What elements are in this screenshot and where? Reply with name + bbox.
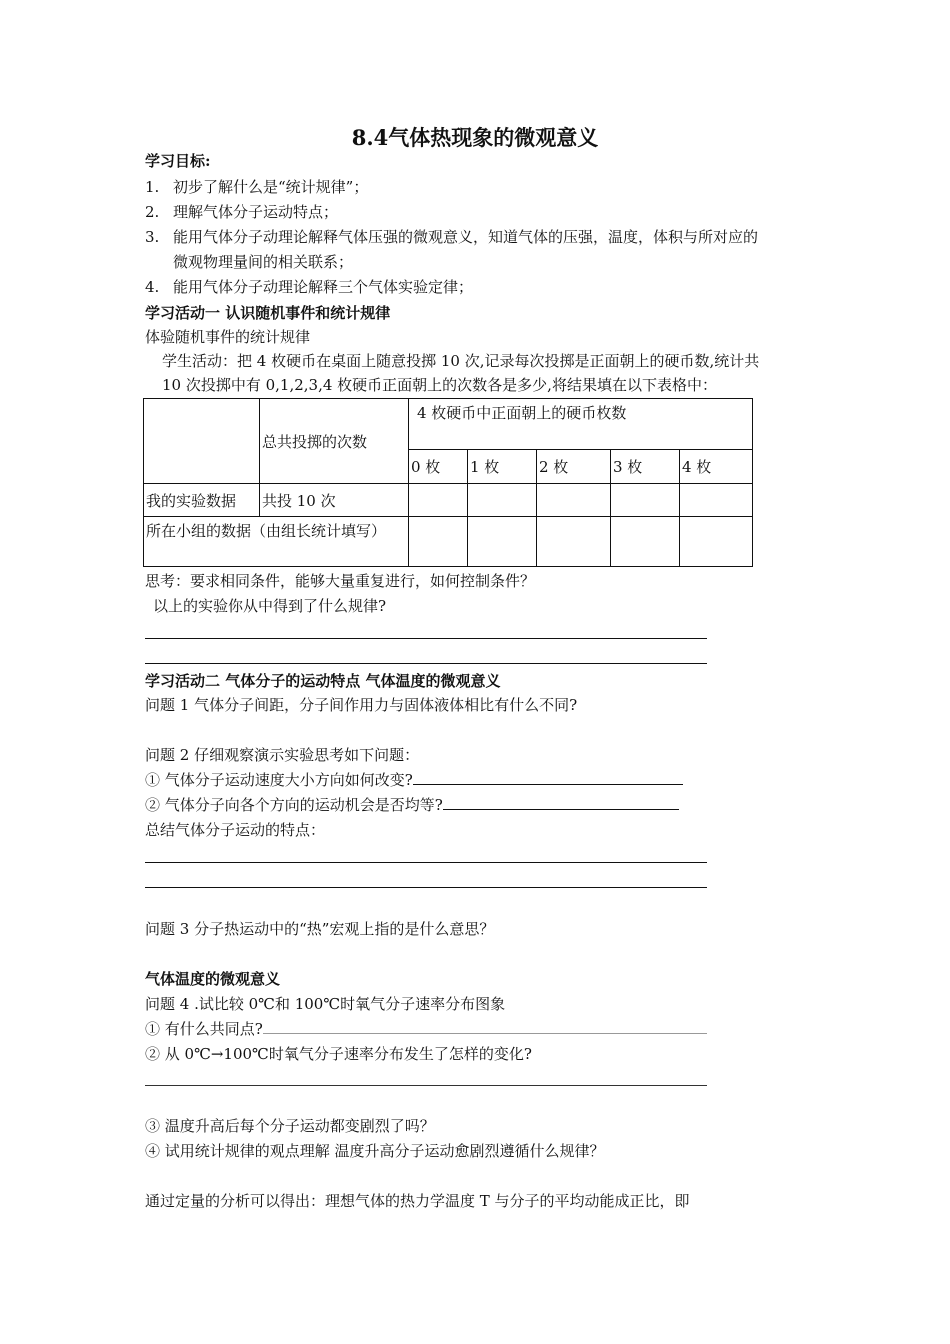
row-label-my-data: 我的实验数据 [144, 484, 260, 517]
data-cell[interactable] [680, 484, 753, 517]
activity1-subheading: 体验随机事件的统计规律 [145, 328, 311, 346]
activity1-heading: 学习活动一 认识随机事件和统计规律 [145, 304, 391, 322]
objective-number: 3. [145, 228, 160, 246]
question-4a-text: ① 有什么共同点? [145, 1020, 263, 1038]
objectives-heading: 学习目标: [145, 152, 211, 170]
question-4: 问题 4 .试比较 0℃和 100℃时氧气分子速率分布图象 [145, 995, 506, 1013]
answer-line[interactable] [145, 1085, 707, 1086]
activity1-question: 以上的实验你从中得到了什么规律? [153, 597, 387, 615]
answer-line[interactable] [145, 862, 707, 863]
row-total-throws: 共投 10 次 [260, 484, 409, 517]
question-4a [145, 1018, 707, 1040]
answer-line[interactable] [145, 638, 707, 639]
data-cell[interactable] [537, 484, 611, 517]
question-4d: ④ 试用统计规律的观点理解 温度升高分子运动愈剧烈遵循什么规律？ [145, 1142, 605, 1160]
answer-blank[interactable] [263, 1018, 707, 1034]
answer-line[interactable] [145, 887, 707, 888]
question-2a-text: ① 气体分子运动速度大小方向如何改变? [145, 771, 413, 789]
answer-line[interactable] [145, 663, 707, 664]
conclusion-text: 通过定量的分析可以得出：理想气体的热力学温度 T 与分子的平均动能成正比，即 [145, 1192, 690, 1210]
header-heads-count-group: 4 枚硬币中正面朝上的硬币枚数 [409, 399, 753, 450]
question-2b-text: ② 气体分子向各个方向的运动机会是否均等? [145, 796, 443, 814]
objective-item-2 [145, 201, 338, 223]
coin-experiment-table [143, 398, 753, 567]
answer-blank[interactable] [413, 769, 683, 785]
table-corner-cell [144, 399, 260, 484]
question-4c: ③ 温度升高后每个分子运动都变剧烈了吗？ [145, 1117, 435, 1135]
question-1: 问题 1 气体分子间距，分子间作用力与固体液体相比有什么不同? [145, 696, 578, 714]
header-total-throws: 总共投掷的次数 [260, 399, 409, 484]
table-row [144, 517, 753, 567]
temperature-heading: 气体温度的微观意义 [145, 970, 281, 988]
objective-item-3-continued: 微观物理量间的相关联系； [173, 253, 354, 271]
header-count-3: 3 枚 [611, 450, 680, 484]
objective-number: 4. [145, 278, 160, 296]
data-cell[interactable] [468, 517, 537, 567]
activity1-description-line2: 10 次投掷中有 0,1,2,3,4 枚硬币正面朝上的次数各是多少,将结果填在以下表格中： [162, 376, 717, 394]
objective-text: 理解气体分子运动特点； [173, 203, 339, 221]
activity2-heading: 学习活动二 气体分子的运动特点 气体温度的微观意义 [145, 672, 501, 690]
objective-text: 初步了解什么是“统计规律”； [173, 178, 369, 196]
summary-prompt: 总结气体分子运动的特点： [145, 821, 326, 839]
objective-item-1 [145, 176, 368, 198]
data-cell[interactable] [611, 484, 680, 517]
answer-blank[interactable] [443, 794, 679, 810]
question-2a [145, 769, 683, 791]
question-2b [145, 794, 679, 816]
question-3: 问题 3 分子热运动中的“热”宏观上指的是什么意思？ [145, 920, 495, 938]
data-cell[interactable] [409, 484, 468, 517]
header-count-2: 2 枚 [537, 450, 611, 484]
objective-text: 能用气体分子动理论解释三个气体实验定律； [173, 278, 474, 296]
data-cell[interactable] [537, 517, 611, 567]
header-count-1: 1 枚 [468, 450, 537, 484]
objective-item-3 [145, 226, 758, 248]
data-cell[interactable] [611, 517, 680, 567]
header-count-4: 4 枚 [680, 450, 753, 484]
objective-number: 1. [145, 178, 160, 196]
question-2: 问题 2 仔细观察演示实验思考如下问题： [145, 746, 420, 764]
row-label-group-data: 所在小组的数据（由组长统计填写） [144, 517, 409, 567]
activity1-description-line1: 学生活动：把 4 枚硬币在桌面上随意投掷 10 次,记录每次投掷是正面朝上的硬币数,统计共 [162, 352, 760, 370]
header-count-0: 0 枚 [409, 450, 468, 484]
objective-item-4 [145, 276, 473, 298]
question-4b: ② 从 0℃→100℃时氧气分子速率分布发生了怎样的变化? [145, 1045, 532, 1063]
objective-text: 能用气体分子动理论解释气体压强的微观意义，知道气体的压强，温度，体积与所对应的 [173, 228, 759, 246]
data-cell[interactable] [409, 517, 468, 567]
activity1-think: 思考：要求相同条件，能够大量重复进行，如何控制条件？ [145, 572, 536, 590]
page-title: 8.4气体热现象的微观意义 [351, 125, 599, 150]
data-cell[interactable] [468, 484, 537, 517]
table-row [144, 484, 753, 517]
objective-number: 2. [145, 203, 160, 221]
data-cell[interactable] [680, 517, 753, 567]
